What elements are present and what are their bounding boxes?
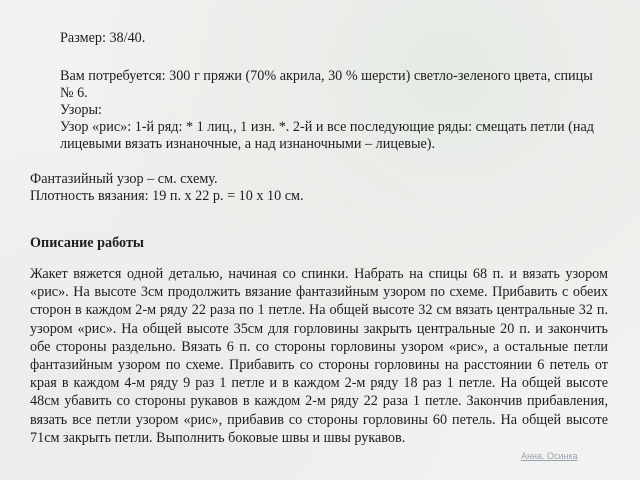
work-description: Жакет вяжется одной деталью, начиная со спинки. Набрать на спицы 68 п. и вязать узором «рис». На высоте 3см продолжить вязание фантазийным узором по схеме. Прибавить с обеих сторон в каждом 2-м ряду 22 раза по 1 петле. На общей высоте 32 см вязать центральные 32 п. узором «рис». На общей высоте 35см для горловины закрыть центральные 20 п. и закончить обе стороны раздельно. Вязать 6 п. со стороны горловины узором «рис», а остальные петли фантазийным узором по схеме. Прибавить со стороны горловины на расстоянии 6 петель от края в каждом 4-м ряду 9 раз 1 петле и в каждом 2-м ряду 18 раз 1 петле. На общей высоте 48см убавить со стороны рукавов в каждом 2-м ряду 22 раза 1 петле. Закончив прибавления, вязать все петли узором «рис», прибавив со стороны горловины 60 петель. На общей высоте 71см закрыть петли. Выполнить боковые швы и швы рукавов. <box>30 266 608 446</box>
materials-text: Вам потребуется: 300 г пряжи (70% акрила, 30 % шерсти) светло-зеленого цвета, спицы № 6. <box>60 68 593 101</box>
patterns-title: Узоры: <box>60 102 102 118</box>
fantasy-pattern-text: Фантазийный узор – см. схему. <box>30 171 218 187</box>
author-signature-link[interactable]: Анна. Осинка <box>521 451 578 461</box>
density-text: Плотность вязания: 19 п. x 22 р. = 10 x 10 см. <box>30 188 304 204</box>
section-title: Описание работы <box>30 235 144 251</box>
size-line: Размер: 38/40. <box>60 30 146 46</box>
rice-pattern-text: Узор «рис»: 1-й ряд: * 1 лиц., 1 изн. *. 2-й и все последующие ряды: смещать петли (над лицевыми вязать изнаночные, а над изнаночными – лицевые). <box>60 119 595 152</box>
